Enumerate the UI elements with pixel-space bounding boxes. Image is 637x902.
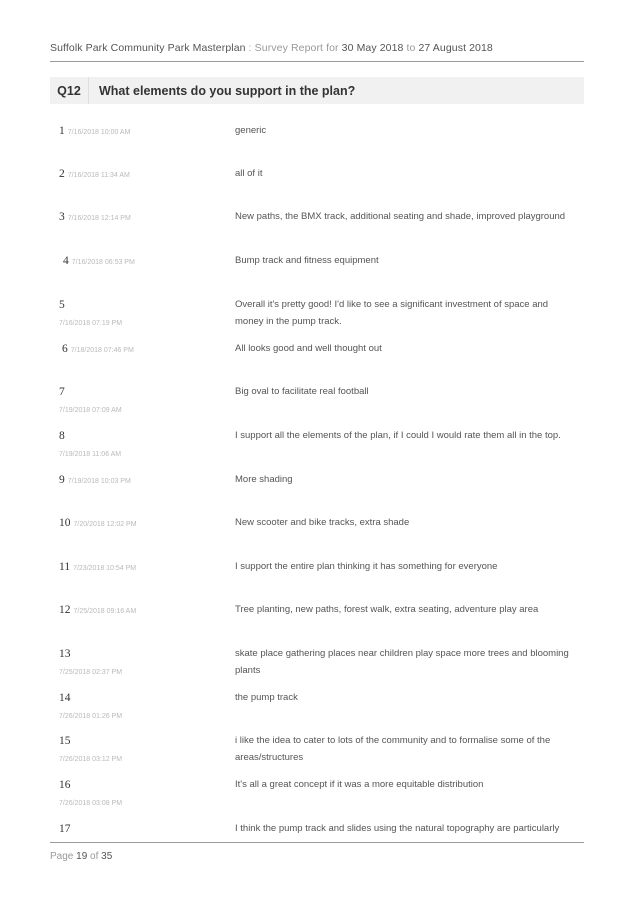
response-text: It's all a great concept if it was a more equitable distribution (235, 779, 484, 790)
response-text: generic (235, 125, 267, 136)
response-meta (59, 122, 171, 141)
response-meta (59, 558, 179, 577)
response-date: 7/16/2018 10:00 AM (67, 129, 131, 136)
response-date: 7/19/2018 07:09 AM (59, 407, 122, 414)
response-date: 7/16/2018 11:34 AM (67, 172, 130, 179)
date-start: 30 May 2018 (341, 42, 404, 54)
response-number: 1 (59, 125, 65, 137)
response-meta (59, 296, 149, 332)
response-text: Overall it's pretty good! I'd like to see a significant investment of space and money in the pump track. (235, 299, 549, 327)
page-current: 19 (76, 851, 88, 862)
response-text: Bump track and fitness equipment (235, 255, 379, 266)
response-date: 7/20/2018 12:02 PM (73, 521, 137, 528)
response-text: I support the entire plan thinking it has something for everyone (235, 561, 498, 572)
response-text: More shading (235, 474, 293, 485)
response-date: 7/26/2018 01:26 PM (59, 713, 123, 720)
response-number: 12 (59, 604, 71, 616)
response-meta (59, 645, 149, 681)
response-meta (59, 471, 139, 490)
page-header (50, 42, 584, 54)
response-date: 7/16/2018 12:14 PM (67, 215, 131, 222)
response-number: 17 (59, 823, 71, 835)
response-text: All looks good and well thought out (235, 343, 382, 354)
response-text: I support all the elements of the plan, if I could I would rate them all in the top. (235, 430, 561, 441)
response-number: 5 (59, 299, 65, 311)
response-text: i like the idea to cater to lots of the community and to formalise some of the areas/structures (235, 735, 551, 763)
response-date: 7/16/2018 07:19 PM (59, 320, 123, 327)
response-date: 7/19/2018 11:06 AM (59, 451, 122, 458)
response-text: skate place gathering places near children play space more trees and blooming plants (235, 648, 569, 676)
response-text: the pump track (235, 692, 298, 703)
question-bar (50, 77, 584, 104)
response-number: 2 (59, 168, 65, 180)
page-of: of (87, 851, 102, 862)
response-number: 15 (59, 735, 71, 747)
response-meta (59, 776, 149, 812)
response-text: Tree planting, new paths, forest walk, extra seating, adventure play area (235, 604, 539, 615)
response-meta (59, 689, 149, 725)
response-text: Big oval to facilitate real football (235, 386, 369, 397)
response-meta (59, 208, 171, 227)
question-number: Q12 (50, 77, 89, 104)
response-text: I think the pump track and slides using the natural topography are particularly (235, 823, 560, 834)
response-meta (59, 165, 139, 184)
report-subtitle: : Survey Report for (245, 42, 342, 54)
page-footer (50, 851, 112, 862)
response-meta (59, 252, 143, 271)
response-meta (59, 514, 179, 533)
response-date: 7/19/2018 10:03 PM (67, 478, 131, 485)
response-date: 7/25/2018 02:37 PM (59, 669, 123, 676)
response-text: New scooter and bike tracks, extra shade (235, 517, 410, 528)
header-divider (50, 61, 584, 62)
response-date: 7/23/2018 10:54 PM (73, 565, 137, 572)
response-number: 16 (59, 779, 71, 791)
response-number: 7 (59, 386, 65, 398)
footer-divider (50, 842, 584, 843)
page-prefix: Page (50, 851, 77, 862)
response-text: New paths, the BMX track, additional seating and shade, improved playground (235, 211, 566, 222)
response-number: 9 (59, 474, 65, 486)
page-total: 35 (101, 851, 113, 862)
response-meta (59, 383, 149, 419)
response-number: 8 (59, 430, 65, 442)
response-date: 7/18/2018 07:46 PM (70, 347, 134, 354)
response-number: 3 (59, 211, 65, 223)
response-meta (59, 601, 144, 620)
response-number: 14 (59, 692, 71, 704)
question-text: What elements do you support in the plan? (99, 83, 356, 98)
response-number: 4 (63, 255, 69, 267)
response-meta (59, 732, 149, 768)
response-meta (59, 427, 149, 463)
report-title: Suffolk Park Community Park Masterplan (50, 42, 246, 54)
response-date: 7/16/2018 06:53 PM (71, 259, 135, 266)
response-date: 7/26/2018 03:12 PM (59, 756, 123, 763)
response-date: 7/26/2018 03:08 PM (59, 800, 123, 807)
date-end: 27 August 2018 (418, 42, 493, 54)
response-meta (59, 340, 142, 359)
response-number: 13 (59, 648, 71, 660)
response-number: 6 (62, 343, 68, 355)
date-separator: to (403, 42, 419, 54)
response-meta (59, 820, 149, 839)
response-date: 7/25/2018 09:16 AM (73, 608, 137, 615)
response-number: 11 (59, 561, 71, 573)
response-number: 10 (59, 517, 71, 529)
response-text: all of it (235, 168, 263, 179)
